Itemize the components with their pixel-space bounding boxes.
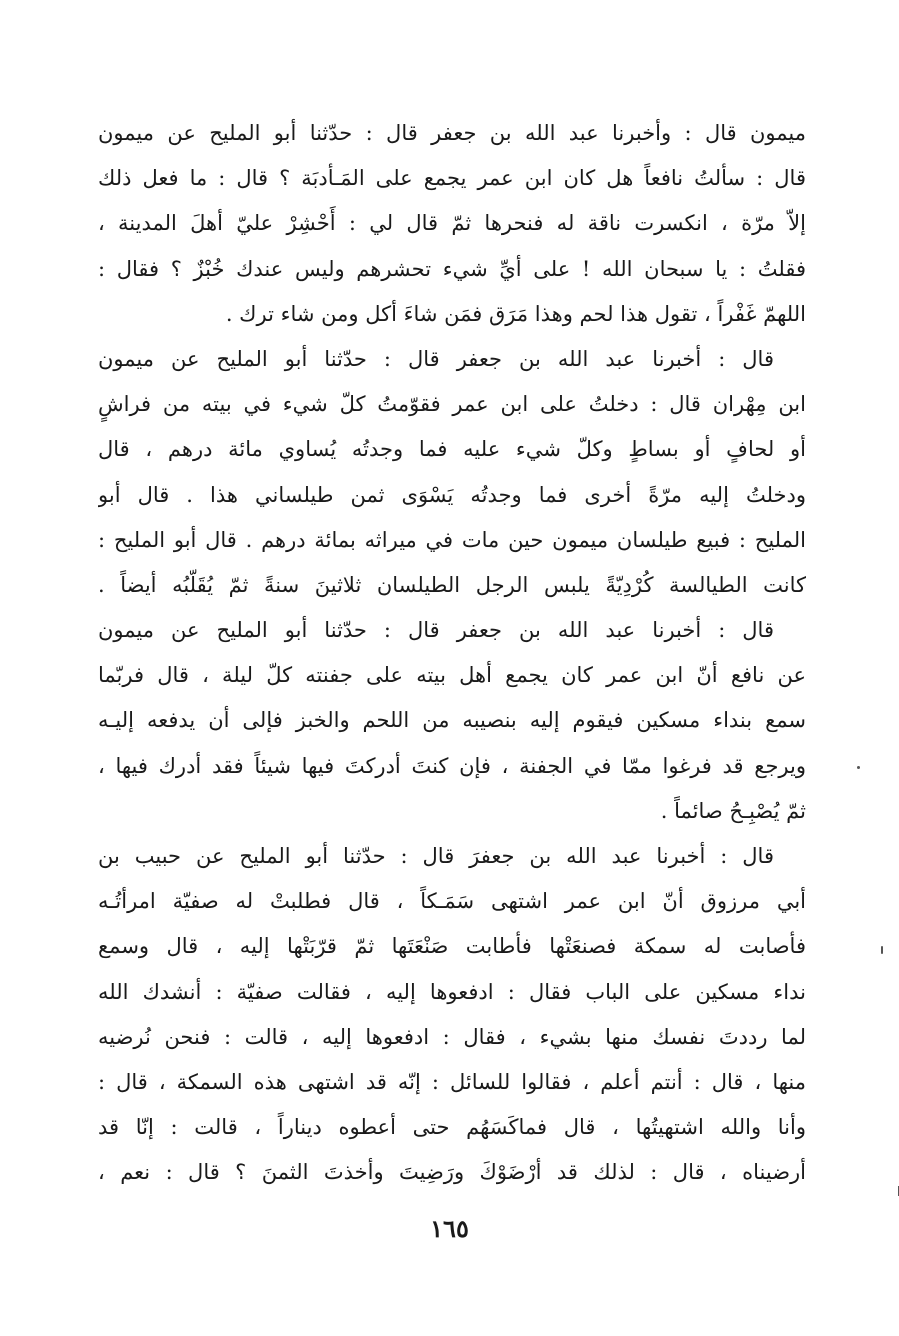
text-line: منها ، قال : أنتم أعلم ، فقالوا للسائل : إنّه قد اشتهى هذه السمكة ، قال : [98,1069,806,1094]
text-line: قال : أخبرنا عبد الله بن جعفرَ قال : حدّثنا أبو المليح عن حبيب بن [98,844,774,868]
text-line: المليح : فبيع طيلسان ميمون حين مات في ميراثه بمائة درهم . قال أبو المليح : [98,527,806,552]
text-line: وأنا والله اشتهيتُها ، قال فماكَسَهُم حتى أعطوه ديناراً ، قالت : إنّا قد [98,1115,806,1140]
text-line: فقلتُ : يا سبحان الله ! على أيِّ شيء تحشرهم وليس عندك خُبْزٌ ؟ فقال : [98,256,806,281]
text-line: سمع بنداء مسكين فيقوم إليه بنصيبه من اللحم والخبز فإلى أن يدفعه إليـه [98,708,806,733]
text-line: عن نافع أنّ ابن عمر كان يجمع أهل بيته على جفنته كلّ ليلة ، قال فربّما [98,663,806,688]
text-line: اللهمّ غَفْراً ، تقول هذا لحم وهذا مَرَق فمَن شاءَ أكل ومن شاء ترك . [225,301,806,326]
scan-speck [881,946,883,954]
page-number: ١٦٥ [430,1214,469,1243]
text-line: نداء مسكين على الباب فقال : ادفعوها إليه ، فقالت صفيّة : أنشدك الله [98,979,806,1004]
scan-speck [857,766,860,769]
text-line: ابن مِهْران قال : دخلتُ على ابن عمر فقوّمتُ كلّ شيء في بيته من فراشٍ [98,392,806,417]
text-line: ويرجع قد فرغوا ممّا في الجفنة ، فإن كنتَ أدركتَ فيها شيئاً فقد أدرك فيها ، [98,753,806,778]
text-line: قال : أخبرنا عبد الله بن جعفر قال : حدّثنا أبو المليح عن ميمون [98,346,774,371]
page-body-text [98,111,806,1196]
text-line: أبي مرزوق أنّ ابن عمر اشتهى سَمَـكاً ، قال فطلبتْ له صفيّة امرأتُـه [98,889,806,914]
text-line: إلاّ مرّة ، انكسرت ناقة له فنحرها ثمّ قال لي : أَحْشِرْ عليّ أهلَ المدينة ، [98,211,806,236]
text-line: أو لحافٍ أو بساطٍ وكلّ شيء عليه فما وجدتُه يُساوي مائة درهم ، قال [98,437,806,462]
text-line: قال : أخبرنا عبد الله بن جعفر قال : حدّثنا أبو المليح عن ميمون [98,618,774,643]
text-line: لما رددتَ نفسك منها بشيء ، فقال : ادفعوها إليه ، قالت : فنحن نُرضيه [98,1024,806,1049]
text-line: قال : سألتُ نافعاً هل كان ابن عمر يجمع على المَـأدبَة ؟ قال : ما فعل ذلك [98,166,806,191]
text-line: فأصابت له سمكة فصنعَتْها فأطابت صَنْعَتَها ثمّ قرّبَتْها إليه ، قال وسمع [98,934,806,959]
text-line: كانت الطيالسة كُرْدِيّةً يلبس الرجل الطيلسان ثلاثينَ سنةً ثمّ يُقَلّبُه أيضاً . [98,572,806,597]
text-line: ميمون قال : وأخبرنا عبد الله بن جعفر قال : حدّثنا أبو المليح عن ميمون [98,121,806,145]
text-line: أرضيناه ، قال : لذلك قد أرْضَوْكَ ورَضِيتَ وأخذتَ الثمنَ ؟ قال : نعم ، [98,1160,806,1185]
text-line: ثمّ يُصْبِـحُ صائماً . [660,798,806,823]
text-line: ودخلتُ إليه مرّةً أخرى فما وجدتُه يَسْوَى ثمن طيلساني هذا . قال أبو [98,482,806,507]
